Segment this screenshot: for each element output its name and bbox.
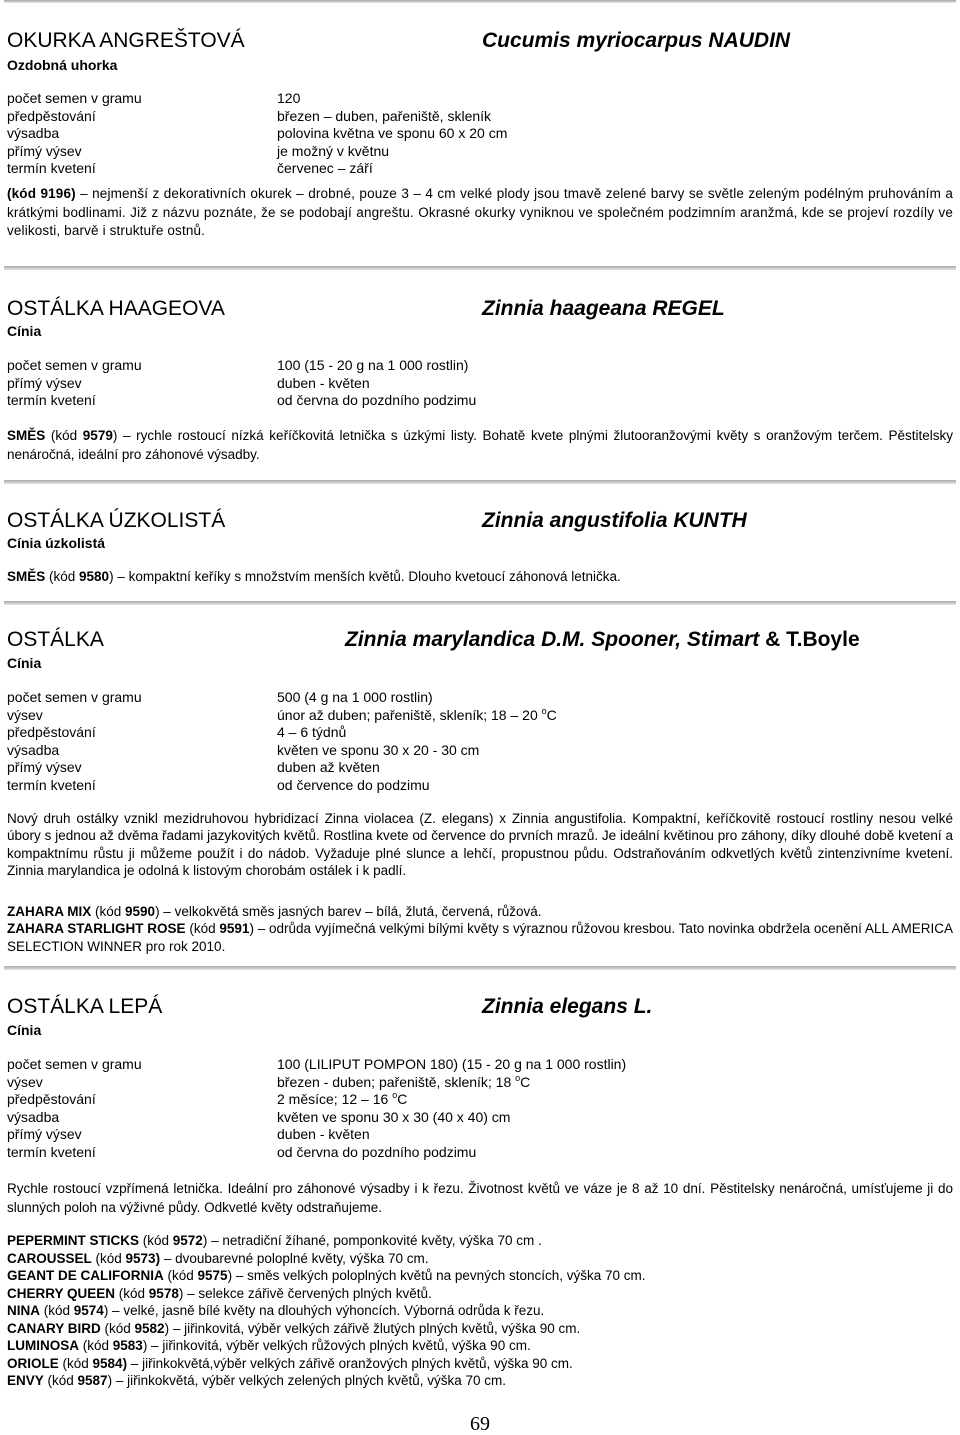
variety-item	[7, 1320, 646, 1338]
variety-item	[7, 903, 953, 920]
variety-name: CHERRY QUEEN	[7, 1285, 116, 1301]
attribute-label: předpěstování	[7, 1091, 96, 1107]
product-code: 9580	[79, 569, 110, 584]
degree-mark: o	[392, 1090, 398, 1100]
variety-name: ZAHARA STARLIGHT ROSE	[7, 921, 186, 937]
product-code: 9587	[77, 1373, 108, 1388]
variety-item	[7, 1250, 646, 1268]
section-title: OSTÁLKA LEPÁ	[7, 995, 163, 1018]
latin-name-ampersand: &	[759, 628, 787, 651]
product-code: 9574	[73, 1303, 104, 1318]
description-paragraph	[7, 427, 953, 464]
section-subtitle: Cínia	[7, 323, 42, 339]
variety-item	[7, 1267, 646, 1285]
variety-name: SMĚS	[7, 428, 46, 443]
attribute-value: je možný v květnu	[277, 142, 390, 159]
value-unit: C	[520, 1073, 531, 1090]
attribute-label: počet semen v gramu	[7, 90, 142, 106]
value-text: 2 měsíce; 12 – 16	[277, 1091, 393, 1107]
code-prefix: (kód	[45, 569, 80, 584]
variety-text: ) – selekce zářivě červených plných květů.	[178, 1285, 432, 1301]
code-prefix: (kód	[91, 1250, 126, 1266]
divider	[4, 0, 956, 4]
attribute-value: červenec – září	[277, 160, 373, 176]
attribute-value: 120	[277, 90, 301, 106]
attribute-value: duben - květen	[277, 1126, 370, 1142]
variety-text: ) – jiřinkokvětá, výběr velkých zelených plných květů, výška 70 cm.	[107, 1373, 506, 1388]
attribute-value: 100 (15 - 20 g na 1 000 rostlin)	[277, 357, 469, 373]
variety-item	[7, 1285, 646, 1303]
variety-text: ) – odrůda vyjímečná velkými bílými květy s výraznou růžovou kresbou. Tato novinka obdržela ocenění ALL AMERICA SELECTION WINNER pro rok 2010.	[7, 921, 954, 954]
code-prefix: (kód	[45, 428, 83, 443]
degree-mark: o	[541, 705, 547, 716]
code-prefix: (kód	[139, 1233, 173, 1248]
product-code: 9584)	[92, 1355, 128, 1371]
attribute-label: přímý výsev	[7, 759, 82, 775]
product-code: 9582	[134, 1320, 165, 1336]
description-paragraph	[7, 185, 953, 241]
attribute-label: přímý výsev	[7, 1126, 82, 1142]
attribute-value: květen ve sponu 30 x 20 - 30 cm	[277, 741, 480, 758]
variety-item	[7, 920, 953, 955]
description-paragraph: Rychle rostoucí vzpřímená letnička. Ideální pro záhonové výsadby i k řezu. Životnost květů ve váze je 8 až 10 dní. Pěstitelsky nenáročná, umísťujeme ji do slunných poloh na výživné půdy. Odkvetlé květy odstraňujeme.	[7, 1181, 953, 1215]
attribute-label: výsadba	[7, 1108, 60, 1125]
divider	[4, 480, 956, 485]
attribute-label: termín kvetení	[7, 1143, 96, 1160]
product-code: 9573)	[125, 1250, 161, 1266]
variety-name: ENVY	[7, 1373, 44, 1388]
description-paragraph	[7, 568, 953, 587]
value-unit: C	[397, 1091, 408, 1107]
attribute-label: předpěstování	[7, 724, 96, 740]
latin-name-main: Zinnia marylandica D.M. Spooner, Stimart	[345, 628, 760, 651]
product-code: 9578	[148, 1285, 179, 1301]
section-title: OKURKA ANGREŠTOVÁ	[7, 29, 245, 52]
variety-list	[7, 903, 953, 955]
code-prefix: (kód	[58, 1355, 93, 1371]
product-code: (kód 9196)	[7, 186, 76, 201]
variety-name: NINA	[7, 1303, 40, 1318]
attribute-value: duben až květen	[277, 759, 380, 775]
attribute-label: počet semen v gramu	[7, 357, 142, 373]
variety-text: ) – netradiční žíhané, pomponkovité květy, výška 70 cm .	[202, 1233, 542, 1248]
description-paragraph: Nový druh ostálky vznikl mezidruhovou hybridizací Zinna violacea (Z. elegans) x Zinnia angustifolia. Kompaktní, keříčkovitě rostoucí rostliny nesou velké úbory s jednou až dvěma řadami jazykovitých květů. Rostlina kvete od července do prvních mrazů. Je ideální květinou pro záhony, díky dlouhé době kvetení a kompaktnímu růstu ji můžeme použít i do nádob. Vyžaduje plné slunce a lehčí, propustnou půdu. Odstraňováním odkvetlých květů zintenzivníme kvetení. Zinnia marylandica je odolná k listovým chorobám ostálek i k padlí.	[7, 811, 953, 878]
code-prefix: (kód	[185, 921, 220, 937]
variety-name: ORIOLE	[7, 1355, 59, 1371]
variety-name: PEPERMINT STICKS	[7, 1233, 140, 1248]
divider	[4, 266, 956, 271]
attribute-value: 100 (LILIPUT POMPON 180) (15 - 20 g na 1 000 rostlin)	[277, 1056, 627, 1072]
variety-item	[7, 1355, 646, 1373]
attribute-label: předpěstování	[7, 107, 96, 124]
attribute-value	[277, 1074, 530, 1092]
attribute-label: výsev	[7, 1073, 43, 1090]
variety-list	[7, 1232, 646, 1390]
variety-item	[7, 1302, 646, 1320]
attribute-label: výsadba	[7, 741, 60, 758]
variety-item	[7, 1232, 646, 1250]
attribute-label: přímý výsev	[7, 374, 82, 391]
variety-name: SMĚS	[7, 569, 46, 584]
latin-name: Zinnia haageana REGEL	[482, 297, 725, 320]
section-title: OSTÁLKA ÚZKOLISTÁ	[7, 509, 226, 532]
divider	[4, 966, 956, 971]
section-title: OSTÁLKA	[7, 628, 104, 651]
degree-mark: o	[515, 1072, 521, 1083]
latin-name: Zinnia elegans L.	[482, 995, 653, 1018]
variety-text: ) – jiřinkovitá, výběr velkých zářivě žlutých plných květů, výška 90 cm.	[164, 1320, 581, 1336]
variety-name: GEANT DE CALIFORNIA	[7, 1268, 164, 1283]
attribute-value: od června do pozdního podzimu	[277, 1143, 477, 1160]
code-prefix: (kód	[100, 1320, 135, 1336]
section-subtitle: Cínia	[7, 1022, 42, 1038]
product-code: 9583	[112, 1338, 143, 1353]
variety-item	[7, 1372, 646, 1390]
section-subtitle: Cínia úzkolistá	[7, 535, 106, 551]
attribute-label: termín kvetení	[7, 776, 96, 793]
variety-name: CAROUSSEL	[7, 1250, 92, 1266]
value-text: únor až duben; pařeniště, skleník; 18 – 20	[277, 706, 542, 723]
product-code: 9572	[172, 1233, 203, 1248]
value-text: březen - duben; pařeniště, skleník; 18	[277, 1073, 516, 1090]
attribute-value: květen ve sponu 30 x 30 (40 x 40) cm	[277, 1108, 511, 1125]
code-prefix: (kód	[163, 1268, 198, 1283]
product-code: 9590	[125, 904, 156, 919]
variety-text: ) – velkokvětá směs jasných barev – bílá, žlutá, červená, růžová.	[155, 904, 542, 919]
attribute-value: březen – duben, pařeniště, skleník	[277, 107, 492, 124]
section-subtitle: Ozdobná uhorka	[7, 57, 118, 73]
attribute-value: 500 (4 g na 1 000 rostlin)	[277, 689, 433, 705]
variety-text: – jiřinkokvětá,výběr velkých zářivě oranžových plných květů, výška 90 cm.	[127, 1355, 573, 1371]
variety-text: ) – jiřinkovitá, výběr velkých růžových plných květů, výška 90 cm.	[142, 1338, 531, 1353]
attribute-value: duben - květen	[277, 374, 370, 391]
divider	[4, 601, 956, 606]
code-prefix: (kód	[43, 1373, 78, 1388]
attribute-value	[277, 1091, 407, 1109]
section-title: OSTÁLKA HAAGEOVA	[7, 297, 225, 320]
attribute-label: počet semen v gramu	[7, 689, 142, 705]
attribute-value	[277, 707, 557, 725]
attribute-value: od června do pozdního podzimu	[277, 392, 477, 408]
variety-name: LUMINOSA	[7, 1338, 79, 1353]
latin-name: Cucumis myriocarpus NAUDIN	[482, 29, 791, 52]
variety-text: ) – velké, jasně bílé květy na dlouhých výhoncích. Výborná odrůda k řezu.	[103, 1303, 545, 1318]
description-text: ) – kompaktní keříky s množstvím menších květů. Dlouho kvetoucí záhonová letnička.	[109, 569, 621, 584]
attribute-label: termín kvetení	[7, 392, 96, 408]
latin-name-end: T.Boyle	[786, 628, 860, 651]
code-prefix: (kód	[40, 1303, 74, 1318]
attribute-value: od července do podzimu	[277, 776, 430, 793]
value-unit: C	[546, 706, 557, 723]
attribute-value: 4 – 6 týdnů	[277, 724, 347, 740]
attribute-value: polovina května ve sponu 60 x 20 cm	[277, 125, 508, 141]
variety-name: CANARY BIRD	[7, 1320, 101, 1336]
latin-name	[345, 627, 860, 653]
variety-name: ZAHARA MIX	[7, 904, 92, 919]
description-text: ) – rychle rostoucí nízká keříčkovitá letnička s úzkými listy. Bohatě kvete plnými žlutooranžovými květy s oranžovým terčem. Pěstitelsky nenáročná, ideální pro záhonové výsadby.	[7, 428, 953, 462]
variety-text: – dvoubarevné poloplné květy, výška 70 cm.	[160, 1250, 429, 1266]
code-prefix: (kód	[79, 1338, 113, 1353]
latin-name: Zinnia angustifolia KUNTH	[482, 509, 747, 532]
section-subtitle: Cínia	[7, 655, 42, 671]
product-code: 9579	[82, 428, 113, 443]
code-prefix: (kód	[115, 1285, 149, 1301]
attribute-label: počet semen v gramu	[7, 1056, 142, 1072]
code-prefix: (kód	[91, 904, 126, 919]
attribute-label: výsadba	[7, 125, 60, 141]
product-code: 9591	[219, 921, 250, 937]
product-code: 9575	[197, 1268, 228, 1283]
description-text: – nejmenší z dekorativních okurek – drobné, pouze 3 – 4 cm velké plody jsou tmavě zelené barvy se světle zeleným podélným pruhováním a krátkými bodlinami. Již z názvu poznáte, že se podobají angreštu. Okrasné okurky vyniknou ve společném podzimním aranžmá, kde se projeví rozdíly ve velikosti, barvě i struktuře ostnů.	[7, 186, 953, 238]
variety-item	[7, 1337, 646, 1355]
variety-text: ) – směs velkých poloplných květů na pevných stoncích, výška 70 cm.	[227, 1268, 646, 1283]
attribute-label: přímý výsev	[7, 142, 82, 159]
page-number: 69	[470, 1413, 490, 1435]
attribute-label: výsev	[7, 706, 43, 723]
attribute-label: termín kvetení	[7, 160, 96, 176]
